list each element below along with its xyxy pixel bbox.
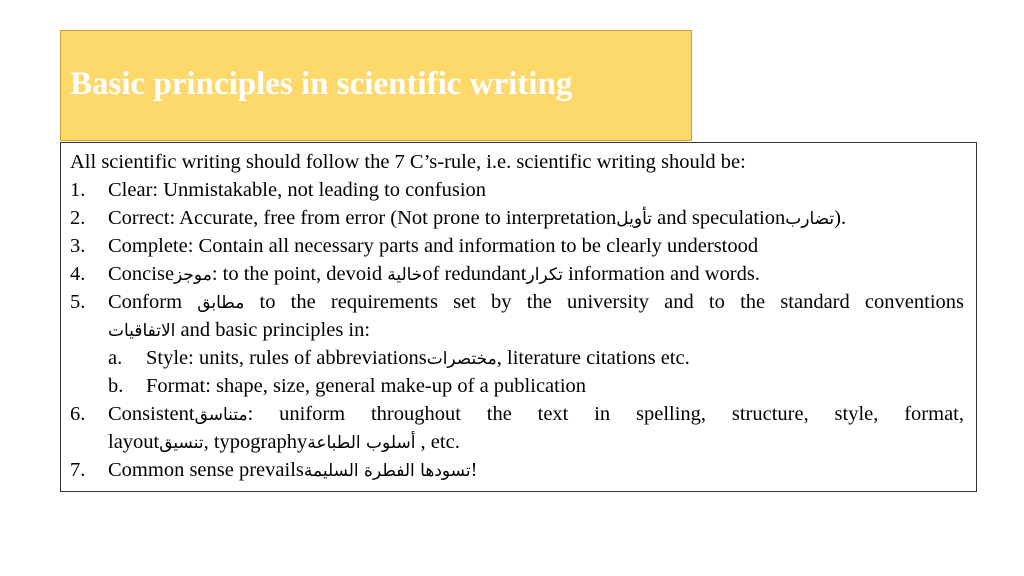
- item-number: 6.: [70, 403, 86, 425]
- list-item-5-continued: [61, 316, 976, 344]
- sub-item-a: [61, 344, 976, 372]
- list-item-2: [61, 204, 976, 232]
- sub-item-text: Format: shape, size, general make-up of a publication: [146, 375, 587, 397]
- item-number: 5.: [70, 291, 86, 313]
- item-number: 3.: [70, 235, 86, 257]
- list-item-1: [61, 176, 976, 204]
- item-text: Correct: Accurate, free from error (Not prone to interpretationتأويل and speculationتضارب).: [108, 207, 847, 229]
- item-text: Clear: Unmistakable, not leading to confusion: [108, 179, 487, 201]
- sub-item-text: Style: units, rules of abbreviationsمختصرات, literature citations etc.: [146, 347, 690, 369]
- sub-item-b: [61, 372, 976, 400]
- list-item-5: [61, 288, 976, 316]
- sub-item-letter: a.: [108, 347, 123, 369]
- item-text: Complete: Contain all necessary parts and information to be clearly understood: [108, 235, 759, 257]
- item-text: Conform مطابق to the requirements set by the university and to the standard conventions: [108, 291, 964, 313]
- list-item-6: [61, 400, 976, 428]
- intro-text: All scientific writing should follow the 7 C’s-rule, i.e. scientific writing should be:: [70, 151, 746, 173]
- item-number: 4.: [70, 263, 86, 285]
- item-text: Common sense prevailsتسودها الفطرة السليمة!: [108, 459, 478, 481]
- item-text: الاتفاقيات and basic principles in:: [108, 319, 371, 341]
- item-text: Consistentمتناسق: uniform throughout the text in spelling, structure, style, format,: [108, 403, 964, 425]
- item-number: 7.: [70, 459, 86, 481]
- item-number: 2.: [70, 207, 86, 229]
- item-text: Conciseموجز: to the point, devoid خاليةof redundantتكرار information and words.: [108, 263, 760, 285]
- content-box: [60, 142, 977, 492]
- item-text: layoutتنسيق, typographyأسلوب الطباعة , etc.: [108, 431, 460, 453]
- list-item-6-continued: [61, 428, 976, 456]
- list-item-7: [61, 456, 976, 484]
- list-item-4: [61, 260, 976, 288]
- slide-title: Basic principles in scientific writing: [70, 66, 573, 102]
- item-number: 1.: [70, 179, 86, 201]
- sub-item-letter: b.: [108, 375, 124, 397]
- title-banner: [60, 30, 692, 141]
- list-item-3: [61, 232, 976, 260]
